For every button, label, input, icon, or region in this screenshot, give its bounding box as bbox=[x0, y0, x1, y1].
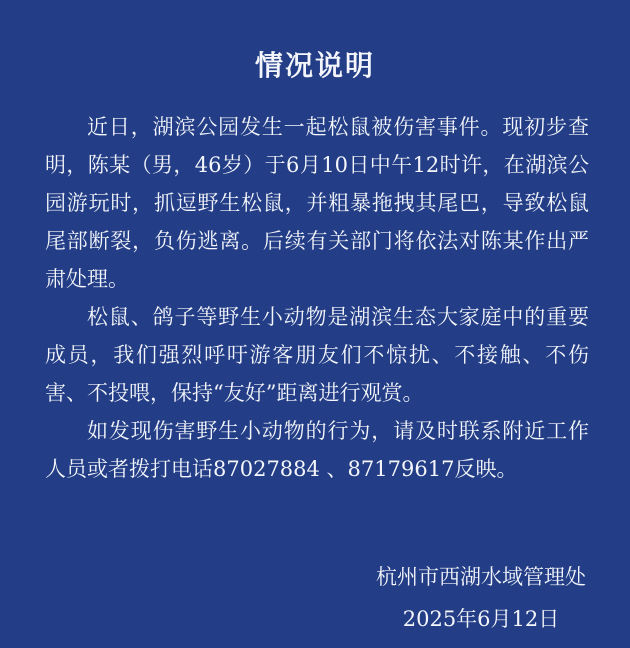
notice-title: 情况说明 bbox=[254, 49, 375, 82]
paragraph-appeal: 松鼠、鸽子等野生小动物是湖滨生态大家庭中的重要成员，我们强烈呼吁游客朋友们不惊扰、不接触、不伤害、不投喂，保持“友好”距离进行观赏。 bbox=[45, 305, 589, 405]
paragraph-contact: 如发现伤害野生小动物的行为，请及时联系附近工作人员或者拨打电话87027884 、87179617反映。 bbox=[45, 419, 589, 481]
paragraph-incident: 近日，湖滨公园发生一起松鼠被伤害事件。现初步查明，陈某（男，46岁）于6月10日中午12时许，在湖滨公园游玩时，抓逗野生松鼠，并粗暴拖拽其尾巴，导致松鼠尾部断裂，负伤逃离。后续有关部门将依法对陈某作出严肃处理。 bbox=[45, 115, 589, 291]
issuer-name: 杭州市西湖水域管理处 bbox=[376, 565, 586, 589]
issue-date: 2025年6月12日 bbox=[402, 607, 560, 631]
signature-block bbox=[376, 556, 586, 640]
notice-body bbox=[45, 108, 589, 488]
